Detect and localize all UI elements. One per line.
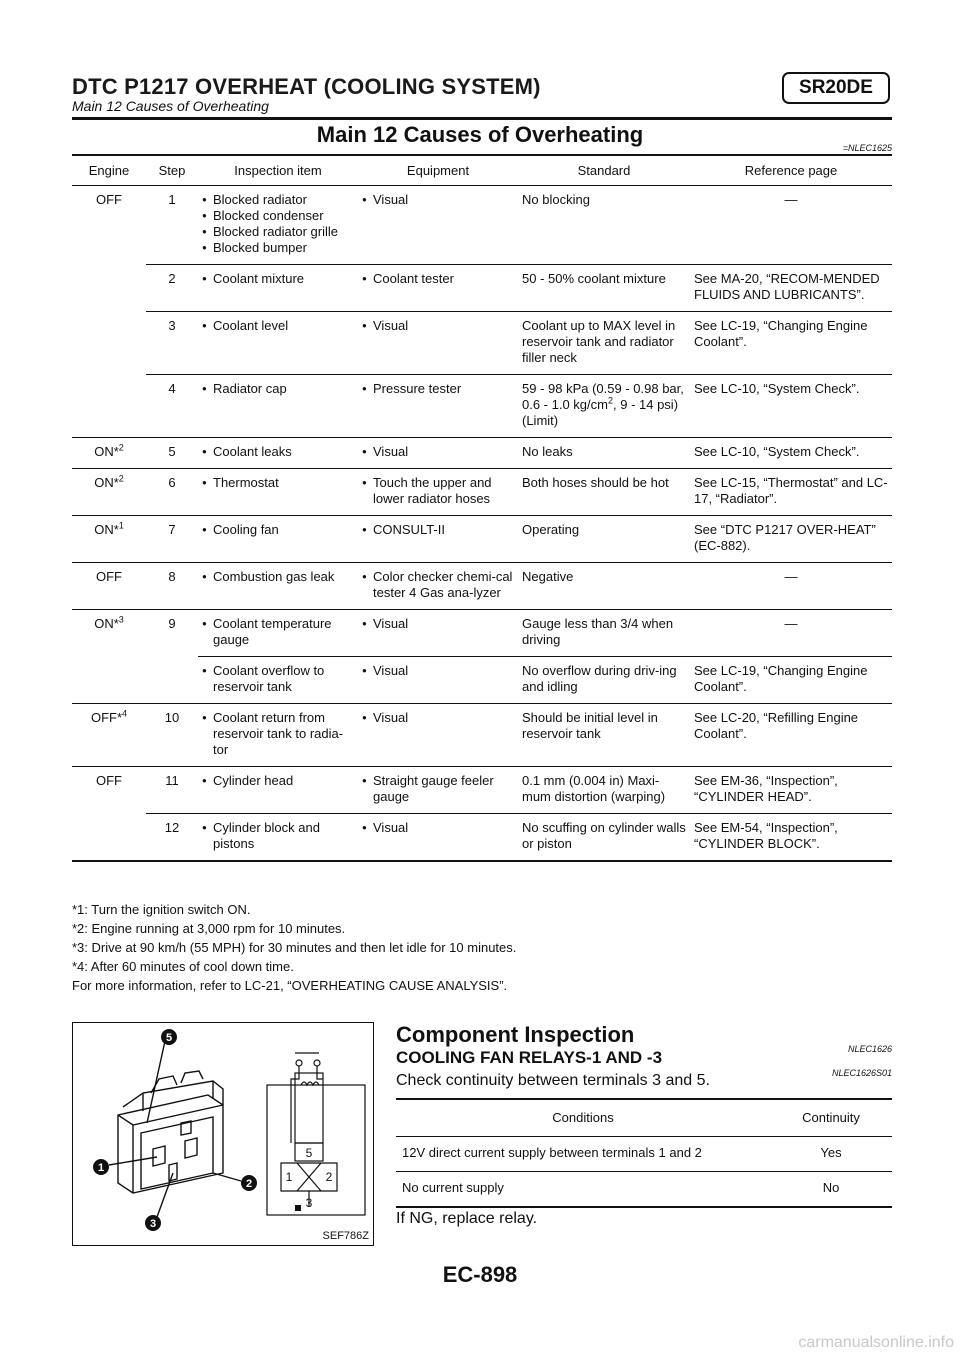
reference-cell: See LC-20, “Refilling Engine Coolant”. — [690, 704, 892, 767]
bullet-item: ● Visual — [362, 820, 514, 836]
standard-text: , 9 - 14 psi) (Limit) — [522, 397, 679, 428]
reference-cell: See EM-36, “Inspection”, “CYLINDER HEAD”. — [690, 767, 892, 814]
engine-cell: OFF — [96, 192, 122, 207]
engine-text: OFF* — [90, 710, 123, 725]
footnote-ref: 1 — [118, 520, 124, 531]
reference-cell: See LC-10, “System Check”. — [690, 375, 892, 438]
page-number: EC-898 — [442, 1262, 518, 1287]
inspection-item-cell — [198, 375, 358, 438]
cooling-fan-relays-heading: COOLING FAN RELAYS-1 AND -3 — [396, 1048, 663, 1067]
engine-cell — [72, 265, 146, 312]
step-cell: 12 — [146, 814, 198, 862]
section-code: =NLEC1625 — [842, 143, 892, 153]
inspection-item-cell — [198, 767, 358, 814]
equipment-cell — [358, 563, 518, 610]
footnote: *4: After 60 minutes of cool down time. — [72, 959, 294, 974]
step-cell: 2 — [146, 265, 198, 312]
step-cell — [146, 657, 198, 704]
condition-cell: No current supply — [396, 1172, 770, 1208]
table-row — [72, 469, 892, 516]
table-row — [72, 186, 892, 265]
footnote-ref: 3 — [118, 614, 124, 625]
footnote: *1: Turn the ignition switch ON. — [72, 902, 251, 917]
cooling-fan-relays-code: NLEC1626S01 — [831, 1068, 892, 1078]
superscript: 2 — [607, 395, 613, 406]
relay-schematic — [267, 1053, 365, 1215]
bullet-item: ● Cylinder block and pistons — [202, 820, 354, 852]
footnote-ref: 2 — [118, 442, 124, 453]
section-divider — [72, 154, 892, 156]
bullet-item: ● Visual — [362, 318, 514, 334]
terminal-label: 3 — [305, 1196, 313, 1210]
standard-cell: No blocking — [518, 186, 690, 265]
col-reference-page: Reference page — [690, 157, 892, 186]
engine-text: ON* — [94, 616, 119, 631]
equipment-cell — [358, 657, 518, 704]
relay-illustration — [73, 1023, 373, 1245]
step-cell: 7 — [146, 516, 198, 563]
component-inspection-title: Component Inspection — [396, 1022, 635, 1047]
table-row — [396, 1172, 892, 1208]
bullet-item: ● Visual — [362, 710, 514, 726]
component-inspection-code: NLEC1626 — [847, 1044, 892, 1054]
engine-cell: OFF — [72, 563, 146, 610]
engine-cell — [72, 516, 146, 563]
standard-cell: No overflow during driv-ing and idling — [518, 657, 690, 704]
bullet-item: ● Radiator cap — [202, 381, 354, 397]
reference-cell: — — [690, 563, 892, 610]
standard-text: 59 - 98 kPa (0.59 - 0.98 bar, 0.6 - 1.0 kg/cm — [522, 381, 684, 412]
standard-cell: Should be initial level in reservoir tank — [518, 704, 690, 767]
equipment-cell — [358, 814, 518, 862]
step-cell: 8 — [146, 563, 198, 610]
continuity-table — [396, 1098, 892, 1208]
bullet-item: ● Blocked condenser — [202, 208, 354, 224]
engine-cell — [72, 438, 146, 469]
bullet-item: ● Thermostat — [202, 475, 354, 491]
table-row — [72, 610, 892, 657]
standard-cell: Operating — [518, 516, 690, 563]
engine-cell — [72, 704, 146, 767]
inspection-item-cell — [198, 438, 358, 469]
col-engine: Engine — [72, 157, 146, 186]
table-row — [72, 516, 892, 563]
bullet-item: ● Coolant level — [202, 318, 354, 334]
equipment-cell — [358, 375, 518, 438]
footnotes — [72, 900, 516, 995]
engine-cell — [72, 610, 146, 657]
reference-cell: — — [690, 610, 892, 657]
footnote: *2: Engine running at 3,000 rpm for 10 minutes. — [72, 921, 346, 936]
standard-cell: Negative — [518, 563, 690, 610]
reference-cell: See LC-15, “Thermostat” and LC-17, “Radiator”. — [690, 469, 892, 516]
col-inspection-item: Inspection item — [198, 157, 358, 186]
engine-cell: OFF — [96, 773, 122, 788]
inspection-item-cell — [198, 814, 358, 862]
step-cell: 5 — [146, 438, 198, 469]
col-continuity: Continuity — [770, 1099, 892, 1137]
continuity-cell: Yes — [770, 1137, 892, 1172]
equipment-cell — [358, 438, 518, 469]
header-divider — [72, 117, 892, 120]
bullet-item: ● Visual — [362, 663, 514, 679]
engine-cell — [72, 657, 146, 704]
col-step: Step — [146, 157, 198, 186]
inspection-item-cell — [198, 312, 358, 375]
figure-caption: SEF786Z — [322, 1230, 369, 1242]
bullet-item: ● Coolant tester — [362, 271, 514, 287]
bullet-item: ● Color checker chemi-cal tester 4 Gas ana-lyzer — [362, 569, 514, 601]
bullet-item: ● Coolant leaks — [202, 444, 354, 460]
equipment-cell — [358, 265, 518, 312]
table-row — [396, 1137, 892, 1172]
continuity-instruction: Check continuity between terminals 3 and 5. — [396, 1072, 710, 1089]
reference-cell: See LC-10, “System Check”. — [690, 438, 892, 469]
engine-cell — [72, 375, 146, 438]
reference-cell: See LC-19, “Changing Engine Coolant”. — [690, 657, 892, 704]
bullet-item: ● Cylinder head — [202, 773, 354, 789]
bullet-item: ● Coolant overflow to reservoir tank — [202, 663, 354, 695]
equipment-cell — [358, 186, 518, 265]
reference-cell: See LC-19, “Changing Engine Coolant”. — [690, 312, 892, 375]
col-conditions: Conditions — [396, 1099, 770, 1137]
table-row — [72, 563, 892, 610]
engine-text: ON* — [94, 522, 119, 537]
bullet-item: ● Combustion gas leak — [202, 569, 354, 585]
step-cell: 3 — [146, 312, 198, 375]
inspection-item-cell — [198, 469, 358, 516]
reference-cell: See MA-20, “RECOM-MENDED FLUIDS AND LUBRICANTS”. — [690, 265, 892, 312]
continuity-cell: No — [770, 1172, 892, 1208]
step-cell: 4 — [146, 375, 198, 438]
step-cell: 6 — [146, 469, 198, 516]
footnote: *3: Drive at 90 km/h (55 MPH) for 30 minutes and then let idle for 10 minutes. — [72, 940, 517, 955]
step-cell: 11 — [146, 767, 198, 814]
footnote-ref: 2 — [118, 473, 124, 484]
inspection-item-cell — [198, 563, 358, 610]
inspection-item-cell — [198, 265, 358, 312]
bullet-item: ● Coolant mixture — [202, 271, 354, 287]
bullet-item: ● Straight gauge feeler gauge — [362, 773, 514, 805]
engine-badge: SR20DE — [782, 72, 890, 104]
step-cell: 9 — [168, 616, 176, 631]
equipment-cell — [358, 516, 518, 563]
standard-cell — [518, 375, 690, 438]
engine-cell — [72, 469, 146, 516]
table-row — [72, 312, 892, 375]
bullet-item: ● Coolant temperature gauge — [202, 616, 354, 648]
inspection-item-cell — [198, 657, 358, 704]
standard-cell: No scuffing on cylinder walls or piston — [518, 814, 690, 862]
table-row — [72, 438, 892, 469]
terminal-label: 5 — [305, 1146, 313, 1160]
equipment-cell — [358, 469, 518, 516]
equipment-cell — [358, 610, 518, 657]
bullet-item: ● Pressure tester — [362, 381, 514, 397]
footnote-ref: 4 — [122, 708, 128, 719]
bullet-item: ● Visual — [362, 444, 514, 460]
equipment-cell — [358, 767, 518, 814]
reference-cell: See EM-54, “Inspection”, “CYLINDER BLOCK”. — [690, 814, 892, 862]
col-standard: Standard — [518, 157, 690, 186]
bullet-item: ● Visual — [362, 616, 514, 632]
table-row — [72, 265, 892, 312]
terminal-label: 2 — [325, 1170, 333, 1184]
page-header-subtitle: Main 12 Causes of Overheating — [72, 98, 269, 114]
table-header-row — [396, 1099, 892, 1137]
reference-cell: See “DTC P1217 OVER-HEAT” (EC-882). — [690, 516, 892, 563]
callout-label: 5 — [165, 1032, 173, 1044]
bullet-item: ● Visual — [362, 192, 514, 208]
table-row — [72, 657, 892, 704]
table-row — [72, 814, 892, 862]
inspection-item-cell — [198, 186, 358, 265]
equipment-cell — [358, 704, 518, 767]
footnote: For more information, refer to LC-21, “OVERHEATING CAUSE ANALYSIS”. — [72, 978, 508, 993]
callout-label: 2 — [245, 1178, 253, 1190]
engine-text: ON* — [94, 444, 119, 459]
table-row — [72, 767, 892, 814]
standard-cell: Coolant up to MAX level in reservoir tank and radiator filler neck — [518, 312, 690, 375]
bullet-item: ● Cooling fan — [202, 522, 354, 538]
callout-label: 1 — [97, 1162, 105, 1174]
step-cell: 1 — [146, 186, 198, 265]
engine-cell — [72, 312, 146, 375]
engine-text: ON* — [94, 475, 119, 490]
engine-cell — [72, 814, 146, 862]
watermark: carmanualsonline.info — [798, 1334, 954, 1351]
step-cell: 10 — [146, 704, 198, 767]
condition-cell: 12V direct current supply between terminals 1 and 2 — [396, 1137, 770, 1172]
ng-instruction: If NG, replace relay. — [396, 1210, 538, 1227]
inspection-item-cell — [198, 610, 358, 657]
table-row — [72, 704, 892, 767]
reference-cell: — — [690, 186, 892, 265]
bullet-item: ● Coolant return from reservoir tank to radia-tor — [202, 710, 354, 758]
terminal-marker — [295, 1205, 301, 1211]
bullet-item: ● Touch the upper and lower radiator hoses — [362, 475, 514, 507]
inspection-item-cell — [198, 704, 358, 767]
terminal-label: 1 — [285, 1170, 293, 1184]
section-title: Main 12 Causes of Overheating — [316, 122, 644, 147]
table-header-row — [72, 157, 892, 186]
bullet-item: ● CONSULT-II — [362, 522, 514, 538]
standard-cell: 0.1 mm (0.004 in) Maxi-mum distortion (warping) — [518, 767, 690, 814]
standard-cell: No leaks — [518, 438, 690, 469]
col-equipment: Equipment — [358, 157, 518, 186]
bullet-item: ● Blocked radiator — [202, 192, 354, 208]
relay-figure — [72, 1022, 374, 1246]
standard-cell: Gauge less than 3/4 when driving — [518, 610, 690, 657]
standard-cell: 50 - 50% coolant mixture — [518, 265, 690, 312]
standard-cell: Both hoses should be hot — [518, 469, 690, 516]
inspection-item-cell — [198, 516, 358, 563]
bullet-item: ● Blocked bumper — [202, 240, 354, 256]
page-header-title: DTC P1217 OVERHEAT (COOLING SYSTEM) — [72, 74, 541, 99]
equipment-cell — [358, 312, 518, 375]
table-row — [72, 375, 892, 438]
bullet-item: ● Blocked radiator grille — [202, 224, 354, 240]
overheating-causes-table — [72, 157, 892, 862]
callout-label: 3 — [149, 1218, 157, 1230]
